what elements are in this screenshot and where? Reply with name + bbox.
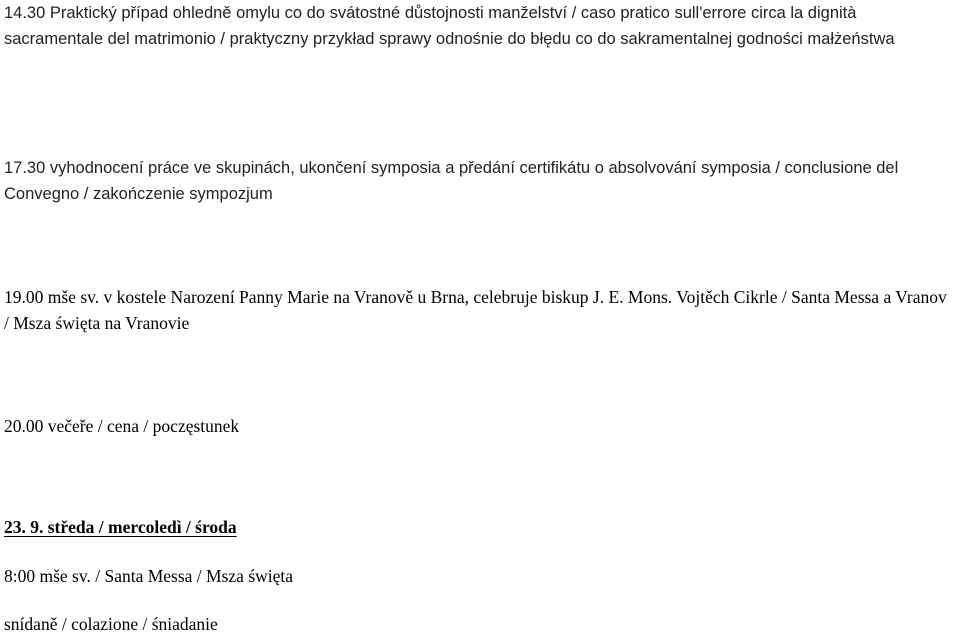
schedule-item-2000: 20.00 večeře / cena / poczęstunek	[4, 416, 240, 436]
schedule-item-0800: 8:00 mše sv. / Santa Messa / Msza święta	[4, 566, 294, 586]
day-heading: 23. 9. středa / mercoledì / środa	[4, 517, 237, 537]
schedule-item-1430: 14.30 Praktický případ ohledně omylu co do svátostné důstojnosti manželství / caso pratico sull'errore circa la dignità sacramentale del matrimonio / praktyczny przykład sprawy odnośnie do błędu co do sakramentalnej godności małżeństwa	[4, 4, 895, 48]
schedule-item-1730: 17.30 vyhodnocení práce ve skupinách, ukončení symposia a předání certifikátu o absolvování symposia / conclusione del Convegno / zakończenie sympozjum	[4, 159, 899, 203]
document-page	[4, 0, 956, 635]
schedule-item-breakfast: snídaně / colazione / śniadanie	[4, 614, 218, 634]
schedule-item-1900: 19.00 mše sv. v kostele Narození Panny Marie na Vranově u Brna, celebruje biskup J. E. Mons. Vojtěch Cikrle / Santa Messa a Vranov / Msza święta na Vranovie	[4, 287, 947, 333]
